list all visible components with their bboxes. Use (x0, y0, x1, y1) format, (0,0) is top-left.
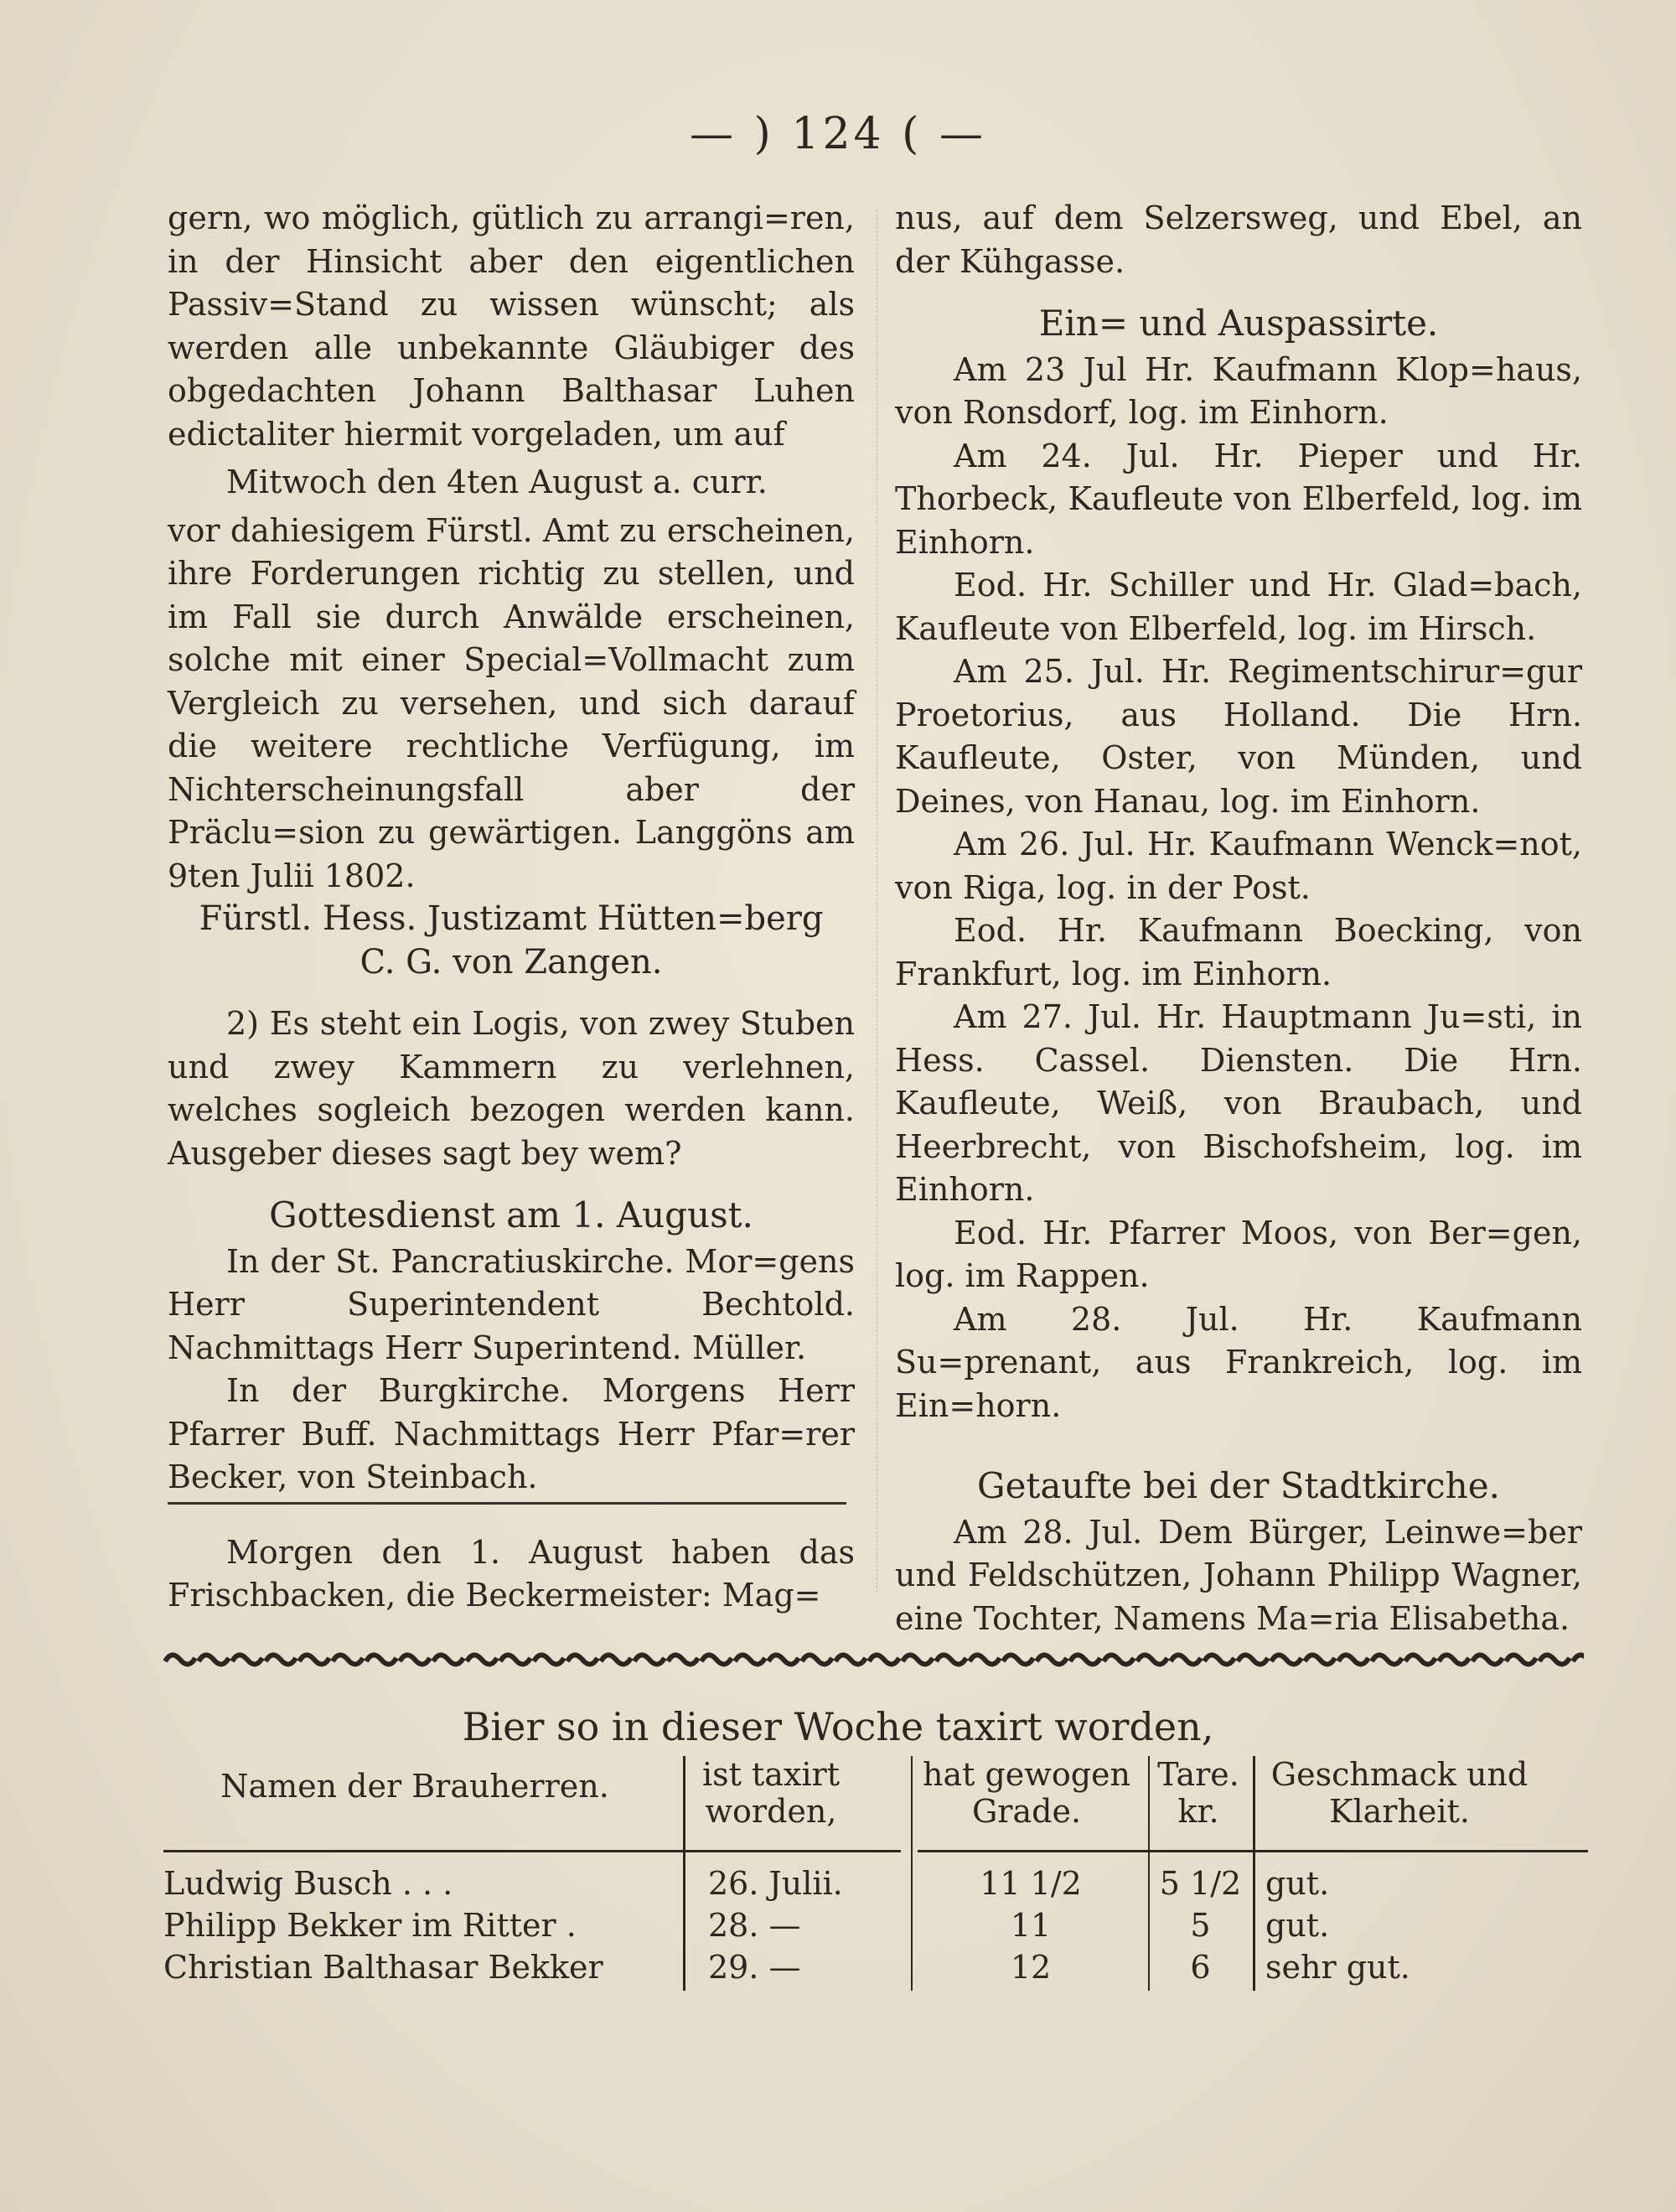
row-2-name: Philipp Bekker im Ritter . (163, 1907, 577, 1944)
right-column (895, 197, 1582, 1640)
traveller-entry: Eod. Hr. Schiller und Hr. Glad=bach, Kaufleute von Elberfeld, log. im Hirsch. (895, 567, 1582, 647)
bakers-notice: Morgen den 1. August haben das Frischbacken, die Beckermeister: Mag= (168, 1533, 855, 1614)
notice-paragraph-2: vor dahiesigem Fürstl. Amt zu erscheinen, ihre Forderungen richtig zu stellen, und im Fall sie durch Anwälde erscheinen, solche mit einer Special=Vollmacht zum Vergleich zu versehen, und sich darauf die weitere rechtliche Verfügung, im Nichterscheinungsfall aber der Präclu=sion zu gewärtigen. Langgöns am 9ten Julii 1802. (168, 511, 855, 894)
row-1-taste: gut. (1265, 1865, 1330, 1902)
left-column (168, 197, 855, 1618)
header-tare: Tare. kr. (1157, 1756, 1239, 1830)
traveller-entry: Am 26. Jul. Hr. Kaufmann Wenck=not, von Riga, log. in der Post. (895, 826, 1582, 906)
header-date: ist taxirt worden, (702, 1756, 840, 1830)
traveller-entry: Am 24. Jul. Hr. Pieper und Hr. Thorbeck, Kaufleute von Elberfeld, log. im Einhorn. (895, 437, 1582, 561)
spacer (168, 984, 855, 1002)
notice-paragraph-1: gern, wo möglich, gütlich zu arrangi=ren, in der Hinsicht aber den eigentlichen Passiv=Stand zu wissen wünscht; als werden alle unbekannte Gläubiger des obgedachten Johann Balthasar Luhen edictaliter hiermit vorgeladen, um auf (168, 199, 855, 453)
column-separator (1148, 1756, 1150, 1991)
traveller-entry: Am 25. Jul. Hr. Regimentschirur=gur Proetorius, aus Holland. Die Hrn. Kaufleute, Oster, von Münden, und Deines, von Hanau, log. im Einhorn. (895, 653, 1582, 820)
row-2-date: 28. — (708, 1907, 801, 1944)
traveller-entry: Am 28. Jul. Hr. Kaufmann Su=prenant, aus Frankreich, log. im Ein=horn. (895, 1300, 1582, 1424)
page-number: — ) 124 ( — (690, 109, 986, 159)
service-burgkirche: In der Burgkirche. Morgens Herr Pfarrer Buff. Nachmittags Herr Pfar=rer Becker, von Steinbach. (168, 1372, 855, 1495)
travellers-heading: Ein= und Auspassirte. (1038, 303, 1439, 344)
beer-table (163, 1756, 1588, 1991)
row-1-tare: 5 1/2 (1159, 1865, 1242, 1902)
row-2-taste: gut. (1265, 1907, 1330, 1944)
traveller-entry: Am 27. Jul. Hr. Hauptmann Ju=sti, in Hess. Cassel. Diensten. Die Hrn. Kaufleute, Weiß, von Braubach, und Heerbrecht, von Bischofsheim, log. im Einhorn. (895, 998, 1582, 1208)
row-1-date: 26. Julii. (708, 1865, 843, 1902)
traveller-entry: Eod. Hr. Kaufmann Boecking, von Frankfurt, log. im Einhorn. (895, 912, 1582, 992)
row-3-taste: sehr gut. (1265, 1949, 1410, 1986)
column-separator (911, 1756, 913, 1991)
service-pancratius: In der St. Pancratiuskirche. Mor=gens Herr Superintendent Bechtold. Nachmittags Herr Superintend. Müller. (168, 1242, 855, 1366)
header-brewer-name: Namen der Brauherren. (220, 1768, 609, 1805)
header-underline (163, 1850, 901, 1852)
column-separator (1253, 1756, 1255, 1991)
column-separator (683, 1756, 685, 1991)
signature-office: Fürstl. Hess. Justizamt Hütten=berg (199, 899, 824, 938)
row-3-date: 29. — (708, 1949, 801, 1986)
traveller-entry: Eod. Hr. Pfarrer Moos, von Ber=gen, log. im Rappen. (895, 1214, 1582, 1294)
notice-date-line: Mitwoch den 4ten August a. curr. (226, 464, 768, 500)
row-3-tare: 6 (1190, 1949, 1211, 1986)
logis-notice: 2) Es steht ein Logis, von zwey Stuben und zwey Kammern zu verlehnen, welches sogleich bezogen werden kann. Ausgeber dieses sagt bey wem? (168, 1005, 855, 1172)
baptism-entry: Am 28. Jul. Dem Bürger, Leinwe=ber und Feldschützen, Johann Philipp Wagner, eine Tochter, Namens Ma=ria Elisabetha. (895, 1513, 1582, 1637)
baptism-heading: Getaufte bei der Stadtkirche. (977, 1465, 1500, 1506)
row-1-name: Ludwig Busch . . . (163, 1865, 453, 1902)
traveller-entry: Am 23 Jul Hr. Kaufmann Klop=haus, von Ronsdorf, log. im Einhorn. (895, 350, 1582, 431)
row-2-grade: 11 (1010, 1907, 1052, 1944)
header-grade: hat gewogen Grade. (923, 1756, 1130, 1830)
row-3-grade: 12 (1010, 1949, 1052, 1986)
signature-name: C. G. von Zangen. (360, 942, 663, 982)
beer-table-title: Bier so in dieser Woche taxirt worden, (462, 1704, 1214, 1749)
ornamental-border (163, 1643, 1584, 1676)
row-3-name: Christian Balthasar Bekker (163, 1949, 603, 1986)
header-taste: Geschmack und Klarheit. (1270, 1756, 1529, 1830)
bakers-notice-continued: nus, auf dem Selzersweg, und Ebel, an der Kühgasse. (895, 199, 1582, 280)
row-1-grade: 11 1/2 (980, 1865, 1082, 1902)
section-rule (168, 1502, 846, 1505)
spacer (895, 1427, 1582, 1446)
row-2-tare: 5 (1190, 1907, 1211, 1944)
service-heading: Gottesdienst am 1. August. (269, 1194, 753, 1236)
